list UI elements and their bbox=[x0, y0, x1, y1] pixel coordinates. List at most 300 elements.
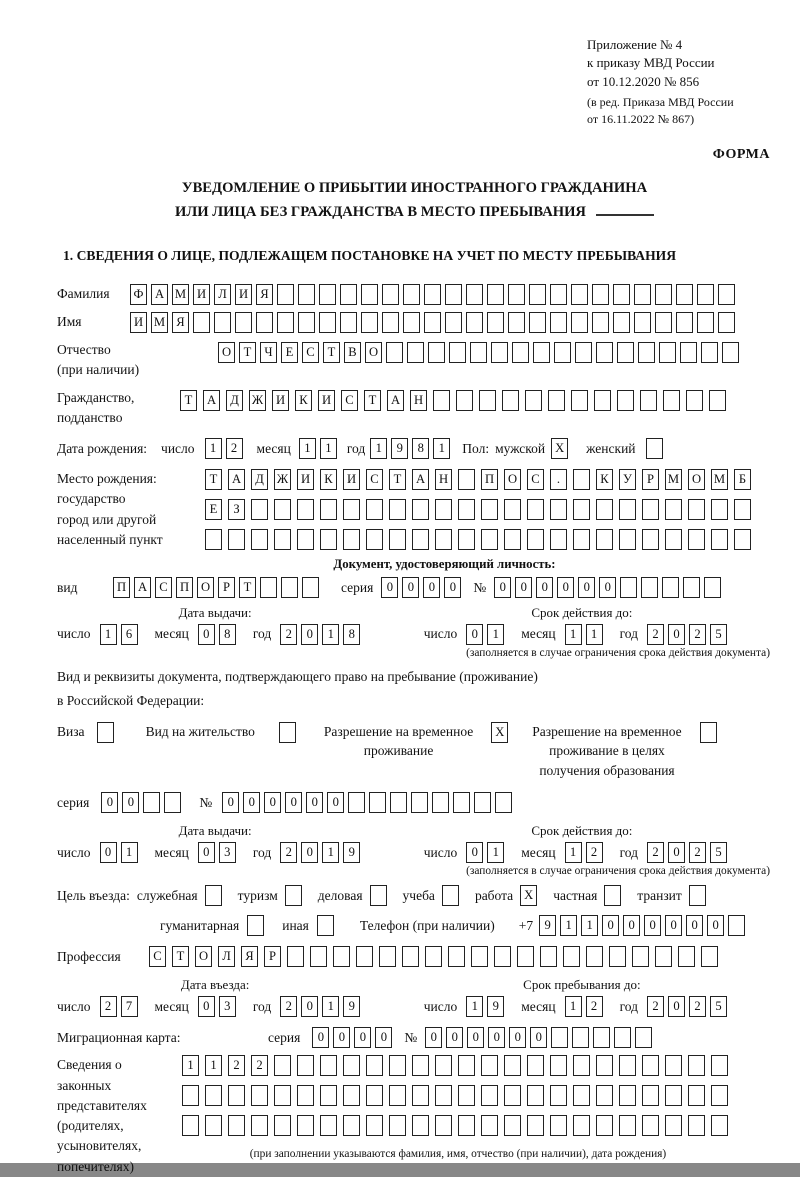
form-cell bbox=[642, 499, 659, 520]
form-cell: 0 bbox=[222, 792, 239, 813]
appendix-line: к приказу МВД России bbox=[587, 55, 715, 71]
temp-permit-checkbox bbox=[491, 722, 512, 743]
form-cell bbox=[613, 312, 630, 333]
form-cell bbox=[711, 529, 728, 550]
valid-until-heading: Срок действия до: bbox=[531, 605, 633, 621]
form-cell: О bbox=[218, 342, 235, 363]
form-cell bbox=[366, 499, 383, 520]
form-cell bbox=[425, 946, 442, 967]
form-cell bbox=[214, 312, 231, 333]
permit-number-boxes bbox=[222, 792, 516, 813]
form-cell bbox=[665, 1055, 682, 1076]
form-cell: 0 bbox=[425, 1027, 442, 1048]
form-cell: И bbox=[318, 390, 335, 411]
form-cell bbox=[701, 946, 718, 967]
form-cell bbox=[260, 577, 277, 598]
form-cell bbox=[386, 342, 403, 363]
migration-series-label: серия bbox=[268, 1029, 301, 1045]
form-cell: X bbox=[491, 722, 508, 743]
residence-doc-line2: в Российской Федерации: bbox=[57, 693, 205, 709]
form-cell bbox=[533, 342, 550, 363]
form-cell: 0 bbox=[707, 915, 724, 936]
form-cell bbox=[665, 1115, 682, 1136]
form-cell bbox=[247, 915, 264, 936]
residence-permit-option: Вид на жительство bbox=[146, 722, 300, 743]
birth-year-boxes bbox=[370, 438, 454, 459]
form-cell: И bbox=[272, 390, 289, 411]
doc-kind-label: вид bbox=[57, 579, 78, 595]
form-cell bbox=[680, 342, 697, 363]
form-cell: С bbox=[155, 577, 172, 598]
form-cell bbox=[550, 312, 567, 333]
day-label: число bbox=[161, 440, 195, 456]
form-cell bbox=[571, 284, 588, 305]
form-cell bbox=[382, 284, 399, 305]
permit-series-boxes bbox=[101, 792, 185, 813]
form-cell bbox=[471, 946, 488, 967]
form-cell: Т bbox=[172, 946, 189, 967]
form-cell: 0 bbox=[602, 915, 619, 936]
form-cell bbox=[550, 529, 567, 550]
form-cell: 0 bbox=[668, 996, 685, 1017]
form-cell: О bbox=[195, 946, 212, 967]
form-cell bbox=[366, 1115, 383, 1136]
form-cell: Т bbox=[205, 469, 222, 490]
form-cell bbox=[596, 499, 613, 520]
form-cell: Д bbox=[226, 390, 243, 411]
form-cell: О bbox=[365, 342, 382, 363]
surname-boxes bbox=[130, 284, 739, 305]
form-cell bbox=[390, 792, 407, 813]
form-cell bbox=[540, 946, 557, 967]
form-cell bbox=[435, 499, 452, 520]
issue-month-boxes bbox=[198, 624, 240, 645]
form-cell: Ж bbox=[274, 469, 291, 490]
form-cell bbox=[697, 312, 714, 333]
permit-series-row bbox=[57, 792, 772, 813]
form-cell: М bbox=[151, 312, 168, 333]
appendix-line: Приложение № 4 bbox=[587, 37, 683, 52]
temp-permit-option: Разрешение на временное проживание X bbox=[324, 722, 512, 761]
form-cell: 1 bbox=[121, 842, 138, 863]
form-cell: Е bbox=[281, 342, 298, 363]
form-cell bbox=[646, 438, 663, 459]
form-cell bbox=[449, 342, 466, 363]
purpose-other-checkbox bbox=[317, 915, 338, 936]
form-cell: З bbox=[228, 499, 245, 520]
sex-female-label: женский bbox=[586, 440, 636, 456]
form-cell bbox=[445, 312, 462, 333]
form-cell bbox=[279, 722, 296, 743]
form-cell bbox=[274, 1055, 291, 1076]
form-cell bbox=[143, 792, 160, 813]
form-cell bbox=[619, 1115, 636, 1136]
form-cell: 1 bbox=[565, 624, 582, 645]
form-cell: 0 bbox=[198, 842, 215, 863]
form-cell: 9 bbox=[391, 438, 408, 459]
form-cell bbox=[711, 1055, 728, 1076]
form-cell: 1 bbox=[487, 842, 504, 863]
sex-male-label: мужской bbox=[495, 440, 546, 456]
form-cell bbox=[97, 722, 114, 743]
form-cell bbox=[285, 885, 302, 906]
form-cell bbox=[620, 577, 637, 598]
form-cell: Т bbox=[364, 390, 381, 411]
form-cell bbox=[319, 284, 336, 305]
form-cell bbox=[320, 1115, 337, 1136]
form-cell bbox=[453, 792, 470, 813]
form-cell: 2 bbox=[689, 624, 706, 645]
form-cell bbox=[228, 1115, 245, 1136]
form-cell bbox=[494, 946, 511, 967]
form-cell: 1 bbox=[466, 996, 483, 1017]
form-cell: Е bbox=[205, 499, 222, 520]
expiry-day-boxes bbox=[466, 624, 508, 645]
form-cell bbox=[412, 1085, 429, 1106]
edition-line: от 16.11.2022 № 867) bbox=[587, 111, 695, 126]
form-cell bbox=[548, 390, 565, 411]
residence-doc-line1: Вид и реквизиты документа, подтверждающего право на пребывание (проживание) bbox=[57, 669, 538, 685]
identity-doc-dates bbox=[57, 605, 772, 645]
form-cell: Ф bbox=[130, 284, 147, 305]
form-cell bbox=[573, 499, 590, 520]
form-cell bbox=[571, 390, 588, 411]
identity-issue-group: Дата выдачи: число 1 6 месяц 0 8 год 2 0 1 8 bbox=[57, 605, 373, 645]
form-cell bbox=[205, 885, 222, 906]
form-cell bbox=[251, 529, 268, 550]
form-cell: 0 bbox=[467, 1027, 484, 1048]
residence-permit-checkbox bbox=[279, 722, 300, 743]
form-cell: 1 bbox=[322, 842, 339, 863]
form-cell bbox=[302, 577, 319, 598]
form-cell bbox=[704, 577, 721, 598]
form-cell bbox=[659, 342, 676, 363]
form-cell bbox=[435, 1085, 452, 1106]
form-cell: 1 bbox=[100, 624, 117, 645]
form-cell bbox=[527, 1115, 544, 1136]
form-cell bbox=[700, 722, 717, 743]
stay-day-boxes bbox=[466, 996, 508, 1017]
entry-stay-dates bbox=[57, 977, 772, 1017]
form-cell bbox=[389, 529, 406, 550]
form-cell bbox=[508, 284, 525, 305]
birthplace-boxes-col bbox=[205, 469, 757, 550]
identity-doc-row bbox=[57, 577, 772, 598]
form-cell: 1 bbox=[322, 996, 339, 1017]
form-cell bbox=[481, 499, 498, 520]
form-cell: 5 bbox=[710, 624, 727, 645]
form-cell bbox=[298, 284, 315, 305]
form-cell bbox=[407, 342, 424, 363]
form-cell bbox=[251, 1115, 268, 1136]
legal-representatives-boxes bbox=[182, 1055, 734, 1169]
stay-until-group: Срок пребывания до: число 1 9 месяц 1 2 год 2 0 2 5 bbox=[424, 977, 740, 1017]
form-cell bbox=[205, 1085, 222, 1106]
form-cell: 2 bbox=[280, 996, 297, 1017]
form-cell: 2 bbox=[647, 842, 664, 863]
issue-date-heading: Дата выдачи: bbox=[178, 605, 252, 621]
form-cell: 0 bbox=[198, 624, 215, 645]
form-cell bbox=[614, 1027, 631, 1048]
form-cell bbox=[550, 284, 567, 305]
form-cell: 3 bbox=[219, 996, 236, 1017]
birthplace-row2-boxes bbox=[205, 499, 757, 520]
form-cell bbox=[697, 284, 714, 305]
edu-permit-checkbox bbox=[700, 722, 721, 743]
form-cell bbox=[676, 284, 693, 305]
form-cell bbox=[586, 946, 603, 967]
form-cell bbox=[343, 499, 360, 520]
form-cell: Р bbox=[264, 946, 281, 967]
form-cell bbox=[281, 577, 298, 598]
sex-female-checkbox bbox=[646, 438, 667, 459]
form-cell bbox=[428, 342, 445, 363]
form-cell: 1 bbox=[565, 842, 582, 863]
form-cell bbox=[274, 529, 291, 550]
form-cell bbox=[596, 1055, 613, 1076]
form-cell bbox=[256, 312, 273, 333]
form-cell bbox=[458, 499, 475, 520]
doc-series-boxes bbox=[381, 577, 465, 598]
stay-year-boxes bbox=[647, 996, 731, 1017]
form-cell bbox=[688, 1085, 705, 1106]
form-cell bbox=[563, 946, 580, 967]
form-cell: Н bbox=[435, 469, 452, 490]
form-cell bbox=[481, 529, 498, 550]
form-cell: О bbox=[504, 469, 521, 490]
birthplace-row bbox=[57, 469, 772, 550]
form-cell bbox=[575, 342, 592, 363]
form-cell: 0 bbox=[623, 915, 640, 936]
appendix-line: от 10.12.2020 № 856 bbox=[587, 73, 700, 89]
migration-number-label: № bbox=[404, 1029, 418, 1045]
form-cell bbox=[508, 312, 525, 333]
form-cell: 0 bbox=[354, 1027, 371, 1048]
form-cell bbox=[340, 284, 357, 305]
form-cell bbox=[525, 390, 542, 411]
form-cell: 1 bbox=[299, 438, 316, 459]
form-cell bbox=[297, 529, 314, 550]
form-cell bbox=[402, 946, 419, 967]
form-cell: 0 bbox=[578, 577, 595, 598]
form-cell bbox=[389, 1055, 406, 1076]
form-cell: 2 bbox=[689, 842, 706, 863]
legal-representatives-note: (при заполнении указываются фамилия, имя, отчество (при наличии), дата рождения) bbox=[249, 1148, 667, 1161]
forma-label: ФОРМА bbox=[712, 147, 770, 163]
form-cell: 0 bbox=[530, 1027, 547, 1048]
form-cell bbox=[297, 1115, 314, 1136]
citizenship-boxes bbox=[180, 390, 732, 411]
form-cell bbox=[458, 1115, 475, 1136]
form-cell bbox=[310, 946, 327, 967]
expiry-note: (заполняется в случае ограничения срока действия документа) bbox=[466, 647, 770, 660]
form-cell bbox=[320, 1055, 337, 1076]
form-cell bbox=[277, 312, 294, 333]
permit-issue-month-boxes bbox=[198, 842, 240, 863]
form-cell bbox=[527, 1055, 544, 1076]
doc-number-boxes bbox=[494, 577, 725, 598]
form-cell bbox=[642, 1055, 659, 1076]
phone-boxes bbox=[539, 915, 749, 936]
form-cell bbox=[297, 1085, 314, 1106]
form-cell bbox=[504, 1085, 521, 1106]
permit-expiry-month-boxes bbox=[565, 842, 607, 863]
form-cell bbox=[491, 342, 508, 363]
form-cell bbox=[458, 529, 475, 550]
purpose-humanitarian-checkbox bbox=[247, 915, 268, 936]
form-cell bbox=[287, 946, 304, 967]
form-cell bbox=[442, 885, 459, 906]
citizenship-row bbox=[57, 388, 772, 429]
form-cell: 0 bbox=[668, 842, 685, 863]
form-cell bbox=[676, 312, 693, 333]
form-cell bbox=[424, 284, 441, 305]
form-cell: С bbox=[149, 946, 166, 967]
permit-number-label: № bbox=[199, 794, 213, 810]
identity-doc-heading: Документ, удостоверяющий личность: bbox=[333, 557, 556, 572]
form-cell: 0 bbox=[668, 624, 685, 645]
form-cell: 0 bbox=[644, 915, 661, 936]
form-cell: 0 bbox=[101, 792, 118, 813]
form-cell bbox=[481, 1055, 498, 1076]
form-cell bbox=[274, 1085, 291, 1106]
form-cell: Б bbox=[734, 469, 751, 490]
form-cell bbox=[517, 946, 534, 967]
form-cell: 2 bbox=[586, 842, 603, 863]
form-cell bbox=[688, 499, 705, 520]
form-cell: И bbox=[130, 312, 147, 333]
form-cell bbox=[573, 469, 590, 490]
form-cell bbox=[403, 284, 420, 305]
sex-label: Пол: bbox=[462, 440, 490, 456]
form-cell: 9 bbox=[487, 996, 504, 1017]
form-cell bbox=[529, 312, 546, 333]
form-cell bbox=[333, 946, 350, 967]
entry-day-boxes bbox=[100, 996, 142, 1017]
form-cell bbox=[348, 792, 365, 813]
form-cell bbox=[688, 1115, 705, 1136]
form-cell bbox=[228, 529, 245, 550]
form-cell: К bbox=[320, 469, 337, 490]
purpose-business-checkbox bbox=[370, 885, 391, 906]
form-cell: М bbox=[665, 469, 682, 490]
doc-number-label: № bbox=[473, 579, 487, 595]
form-cell: 0 bbox=[243, 792, 260, 813]
permit-expiry-note: (заполняется в случае ограничения срока действия документа) bbox=[466, 865, 770, 878]
form-cell: 2 bbox=[280, 624, 297, 645]
form-cell bbox=[655, 312, 672, 333]
birth-month-boxes bbox=[299, 438, 341, 459]
form-cell bbox=[663, 390, 680, 411]
edition-line: (в ред. Приказа МВД России bbox=[587, 95, 734, 110]
form-cell: Т bbox=[180, 390, 197, 411]
doc-series-label: серия bbox=[341, 579, 374, 595]
form-cell: 0 bbox=[599, 577, 616, 598]
form-cell bbox=[551, 1027, 568, 1048]
form-cell: 0 bbox=[333, 1027, 350, 1048]
form-cell: 3 bbox=[219, 842, 236, 863]
form-cell: К bbox=[596, 469, 613, 490]
edu-permit-option: Разрешение на временное проживание в целях получения образования bbox=[532, 722, 720, 781]
patronymic-boxes bbox=[218, 342, 743, 363]
form-cell bbox=[596, 529, 613, 550]
form-cell: 0 bbox=[557, 577, 574, 598]
appendix-reference-block bbox=[587, 36, 772, 127]
form-cell bbox=[554, 342, 571, 363]
purpose-official-checkbox bbox=[205, 885, 226, 906]
form-cell: М bbox=[172, 284, 189, 305]
form-cell: Т bbox=[239, 577, 256, 598]
form-cell bbox=[527, 529, 544, 550]
form-cell: В bbox=[344, 342, 361, 363]
form-cell bbox=[634, 312, 651, 333]
legal-row2-boxes bbox=[182, 1085, 734, 1106]
form-cell bbox=[366, 529, 383, 550]
entry-year-boxes bbox=[280, 996, 364, 1017]
surname-row bbox=[57, 284, 772, 305]
form-cell: 8 bbox=[219, 624, 236, 645]
residence-doc-checkboxes bbox=[57, 722, 772, 781]
form-title-line2: ИЛИ ЛИЦА БЕЗ ГРАЖДАНСТВА В МЕСТО ПРЕБЫВАНИЯ bbox=[57, 201, 772, 224]
form-cell bbox=[634, 284, 651, 305]
section1-heading: 1. СВЕДЕНИЯ О ЛИЦЕ, ПОДЛЕЖАЩЕМ ПОСТАНОВКЕ НА УЧЕТ ПО МЕСТУ ПРЕБЫВАНИЯ bbox=[63, 248, 677, 264]
form-cell bbox=[366, 1055, 383, 1076]
form-cell: 1 bbox=[205, 438, 222, 459]
form-cell bbox=[512, 342, 529, 363]
permit-issue-group: Дата выдачи: число 0 1 месяц 0 3 год 2 0 1 9 bbox=[57, 823, 373, 863]
form-cell bbox=[251, 1085, 268, 1106]
legal-representatives-block bbox=[57, 1055, 772, 1177]
form-cell bbox=[635, 1027, 652, 1048]
form-cell: 0 bbox=[375, 1027, 392, 1048]
firstname-label: Имя bbox=[57, 314, 82, 330]
form-cell bbox=[458, 1055, 475, 1076]
doc-kind-boxes bbox=[113, 577, 323, 598]
form-cell: 1 bbox=[205, 1055, 222, 1076]
migration-card-row bbox=[57, 1027, 772, 1048]
form-cell: 0 bbox=[423, 577, 440, 598]
stay-month-boxes bbox=[565, 996, 607, 1017]
form-cell bbox=[619, 1055, 636, 1076]
form-cell bbox=[235, 312, 252, 333]
profession-boxes bbox=[149, 946, 724, 967]
form-cell bbox=[596, 1085, 613, 1106]
form-cell: 1 bbox=[560, 915, 577, 936]
form-cell: 0 bbox=[264, 792, 281, 813]
entry-purpose-row: Цель въезда: служебная туризм деловая учеба работа X частная транзит bbox=[57, 885, 772, 906]
form-cell: 0 bbox=[446, 1027, 463, 1048]
permit-expiry-group: Срок действия до: число 0 1 месяц 1 2 год 2 0 2 5 bbox=[424, 823, 740, 863]
form-cell: С bbox=[302, 342, 319, 363]
form-cell: 0 bbox=[466, 842, 483, 863]
form-cell bbox=[550, 499, 567, 520]
form-cell: 0 bbox=[665, 915, 682, 936]
form-cell bbox=[619, 529, 636, 550]
form-cell: 1 bbox=[586, 624, 603, 645]
form-cell bbox=[448, 946, 465, 967]
expiry-month-boxes bbox=[565, 624, 607, 645]
form-cell bbox=[596, 342, 613, 363]
phone-prefix: +7 bbox=[518, 917, 534, 933]
form-cell bbox=[686, 390, 703, 411]
form-cell: 0 bbox=[509, 1027, 526, 1048]
form-cell: 5 bbox=[710, 842, 727, 863]
form-cell bbox=[596, 1115, 613, 1136]
form-cell bbox=[495, 792, 512, 813]
permit-expiry-year-boxes bbox=[647, 842, 731, 863]
form-cell: 5 bbox=[710, 996, 727, 1017]
form-cell bbox=[609, 946, 626, 967]
